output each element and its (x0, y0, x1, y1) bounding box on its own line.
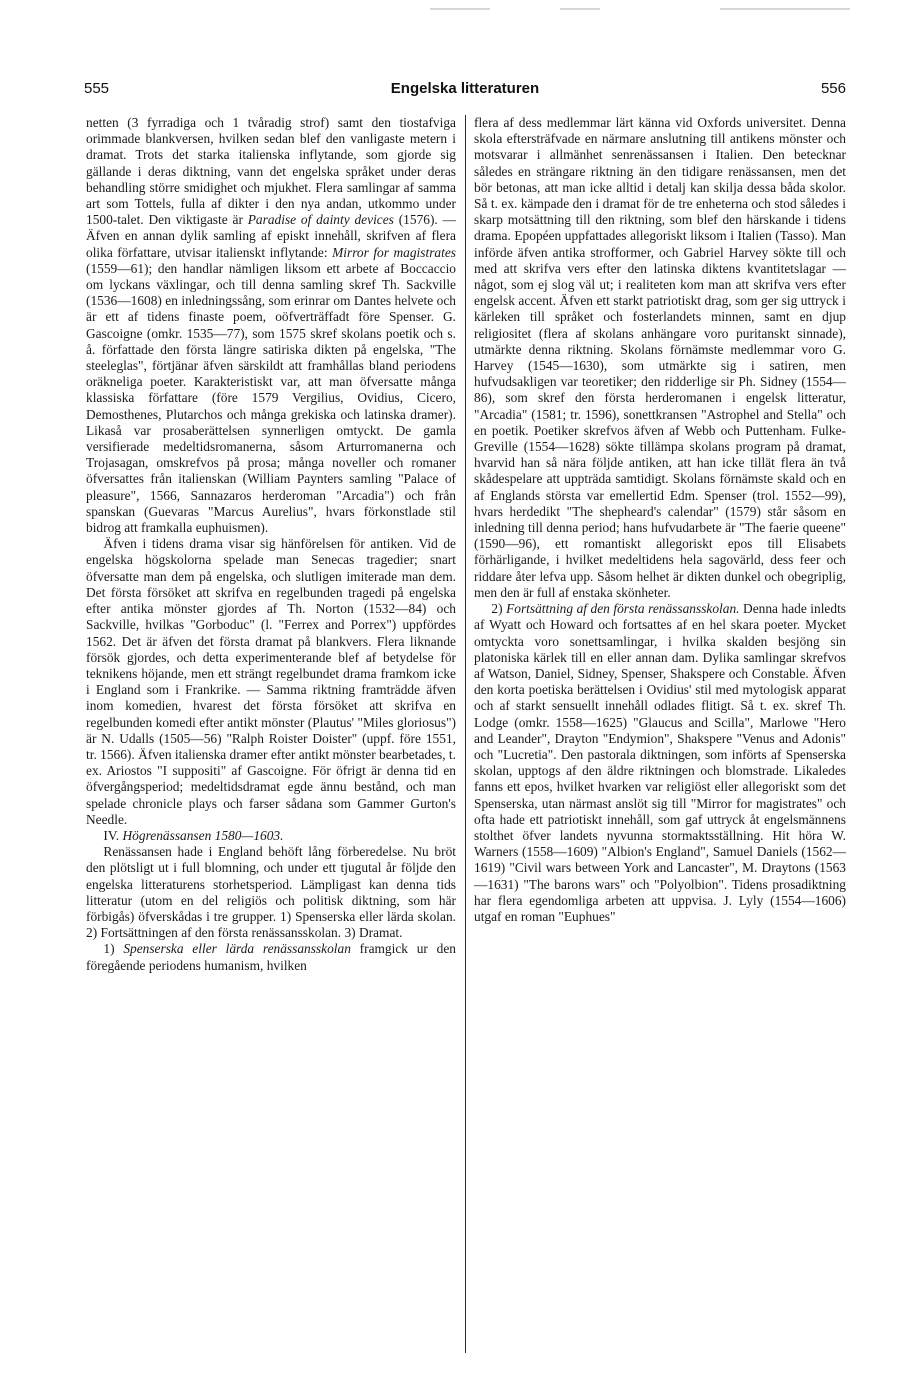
scan-speckle (560, 8, 600, 10)
section-number: IV. (103, 827, 123, 843)
italic-title: Paradise of dainty devices (247, 212, 394, 228)
paragraph (86, 941, 456, 973)
paragraph: Äfven i tidens drama visar sig hänförelsen för antiken. Vid de engelska högskolorna spelade man Senecas tragedier; snart öfversatte man dem på engelska, och slutligen imiterade man dem. Det första försöket att skrifva en regelbunden tragedi på engelska efter antika mönster gjordes af Th. Norton (1532—84) och Sackville, hvilkas "Gorboduc" (l. "Ferrex and Porrex") uppfördes 1562. Det är äfven det första dramat på blankvers. Flera liknande försök gjordes, och detta experimenterande blef af betydelse för teknikens höjande, men ett strängt regelbundet drama framkom icke i England som i Frankrike. — Samma riktning framträdde äfven inom komedien, hvarest det första försöket att skrifva en regelbunden komedi efter antikt mönster (Plautus' "Miles gloriosus") är N. Udalls (1505—56) "Ralph Roister Doister" (uppf. före 1551, tr. 1566). Äfven italienska dramer efter antikt mönster bearbetades, t. ex. Ariostos "I suppositi" af Gascoigne. För öfrigt är denna tid en öfvergångsperiod; medeltidsdramat egde ännu bestånd, och man spelade chronicle plays och farser sådana som Gammer Gurton's Needle. (86, 536, 456, 827)
paragraph (86, 115, 456, 536)
text-run: Denna hade inledts af Wyatt och Howard och fortsattes af en hel skara poeter. Mycket omtyckta voro sonettsamlingar, i hvilka skalden besjöng sin platoniska kärlek till en eller annan dam. Dylika samlingar skrefvos af Watson, Daniel, Sidney, Spenser, Shakspere och Constable. Äfven den korta poetiska berättelsen i Ovidius' stil med mytologisk apparat och af starkt sensuellt innehåll odlades flitigt. Så t. ex. skref Th. Lodge (omkr. 1558—1625) "Glaucus and Scilla", Marlowe "Hero and Leander", Drayton "Endymion", Shakspere "Venus and Adonis" och "Lucretia". Den pastorala diktningen, som införts af Spenserska skolan, upptogs af den äldre riktningen och blomstrade. Likaledes fanns ett epos, hvilket hvarken var religiöst eller allegoriskt som det Spenserska, utan närmast anslöt sig till "Mirror for magistrates" och ofta hade ett patriotiskt innehåll, som gaf uttryck åt engelsmännens stolthet öfver landets nyvunna stormaktsställning. Hit höra W. Warners (1558—1609) "Albion's England", Samuel Daniels (1562—1619) "Civil wars between York and Lancaster", M. Draytons (1563—1631) "The barons wars" och "Polyolbion". Tidens prosadiktning har flera egendomliga arbeten att uppvisa. J. Lyly (1554—1606) utgaf en roman "Euphues" (474, 601, 846, 924)
subsection-title: Spenserska eller lärda renässansskolan (123, 941, 351, 957)
paragraph: flera af dess medlemmar lärt känna vid Oxfords universitet. Denna skola eftersträfvade en närmare anslutning till antikens mönster och motsvarar i allmänhet senrenässansen i Italien. Den betecknar således en strängare riktning än den tidigare renässansen, men det bör betonas, att man icke alltid i detalj kan skilja dessa båda skolor. Så t. ex. kämpade den i dramat för de tre enheterna och stod således i skarp motsättning till den riktning, som blef den härskande i tidens drama. Epopéen uppfattades allegoriskt liksom i Italien (Tasso). Man införde äfven antika strofformer, och Gabriel Harvey sökte till och med att skrifva vers efter den latinska diktens kvantitetslagar — något, som ej slog väl ut; i realiteten kom man att skrifva vers efter engelsk accent. Äfven ett starkt patriotiskt drag, som ger sig uttryck i kärleken till språket och fosterlandets minnen, samt en djup religiositet (flera af skolans anhängare voro puritanskt sinnade), utmärkte denna riktning. Skolans förnämste medlemmar voro G. Harvey (1545—1630), som utmärkte sig i satiren, men hufvudsakligen var teoretiker; den ridderlige sir Ph. Sidney (1554—86), som skref den första herderomanen i engelsk litteratur, "Arcadia" (1581; tr. 1596), sonettkransen "Astrophel and Stella" och en poetik. Poetiker skrefvos äfven af Webb och Puttenham. Fulke-Greville (1554—1628) sökte tillämpa skolans program på dramat, hvarvid han så nära följde antiken, att han icke tillät flera än två skådespelare att uppträda samtidigt. Skolans förnämste skald och en af Englands största var emellertid Edm. Spenser (trol. 1552—99), hvars herdedikt "The shepheard's calendar" (1579) står såsom en inledning till denna period; hans hufvudarbete är "The faerie queene" (1590—96), ett romantiskt allegoriskt epos till Elisabets förhärligande, i hvilket medeltidens hela sagovärld, dess feer och riddare åter lefva upp. Såsom helhet är dikten dunkel och obegriplig, men den är full af enstaka skönheter. (474, 115, 846, 600)
subsection-title: Fortsättning af den första renässansskolan. (506, 601, 740, 617)
right-column (474, 115, 846, 1350)
section-heading (86, 828, 456, 844)
italic-title: Mirror for magistrates (332, 244, 456, 260)
left-column (86, 115, 456, 1350)
text-run: netten (3 fyrradiga och 1 tvåradig strof) samt den tiostafviga orimmade blankversen, hvilken sedan blef den vanligaste metern i dramat. Trots det starka italienska inflytande, som gjorde sig gällande i deras diktning, vann det engelska språket under deras behandling större smidighet och mjukhet. Flera samlingar af samma art som Tottels, fulla af dikter i den nya andan, utkommo under 1500-talet. Den viktigaste är (86, 115, 456, 228)
page-number-right: 556 (820, 80, 846, 97)
scan-speckle (720, 8, 850, 10)
column-divider (465, 115, 466, 1353)
section-title: Högrenässansen 1580—1603. (122, 827, 284, 843)
text-run: (1576). — Äfven en annan dylik samling af episkt innehåll, skrifven af flera olika författare, utvisar italienskt inflytande: (86, 212, 456, 260)
list-number: 1) (103, 941, 124, 957)
text-run: framgick ur den föregående periodens humanism, hvilken (86, 941, 456, 973)
page-number-left: 555 (84, 80, 110, 97)
list-number: 2) (491, 601, 507, 617)
paragraph: Renässansen hade i England behöft lång förberedelse. Nu bröt den plötsligt ut i full blomning, och under ett tjugutal år följde den engelska litteraturens storhetsperiod. Lämpligast kan denna tids litteratur (utom en del religiös och politisk diktning, som här förbigås) öfverskådas i tre grupper. 1) Spenserska eller lärda skolan. 2) Fortsättningen af den första renässansskolan. 3) Dramat. (86, 844, 456, 941)
scan-speckle (430, 8, 490, 10)
paragraph (474, 601, 846, 925)
running-head (84, 80, 846, 100)
running-title: Engelska litteraturen (390, 80, 540, 97)
text-run: (1559—61); den handlar nämligen liksom ett arbete af Boccaccio om lyckans växlingar, och till denna samling skref Th. Sackville (1536—1608) en inledningssång, som erinrar om Dantes helvete och är ett af tidens finaste poem, oöfverträffadt före Spenser. G. Gascoigne (omkr. 1535—77), som 1575 skref skolans poetik och s. å. författade den första längre satiriska dikten på engelska, "The steeleglas", förtjänar äfven särskildt att framhållas bland periodens oräkneliga poeter. Karakteristiskt var, att man öfversatte många klassiska författare (före 1579 Vergilius, Ovidius, Cicero, Demosthenes, Plutarchos och många grekiska och latinska dramer). Likaså var prosaberättelsen synnerligen omtyckt. De gamla versifierade medeltidsromanerna, såsom Arturromanerna och Trojasagan, omskrefvos på prosa; många noveller och romaner öfversattes från italienskan (William Paynters samling "Palace of pleasure", 1566, Sannazaros herderoman "Arcadia") och från spanskan (Guevaras "Marcus Aurelius", hvars förkonstlade stil bidrog att framkalla euphuismen). (86, 260, 456, 536)
